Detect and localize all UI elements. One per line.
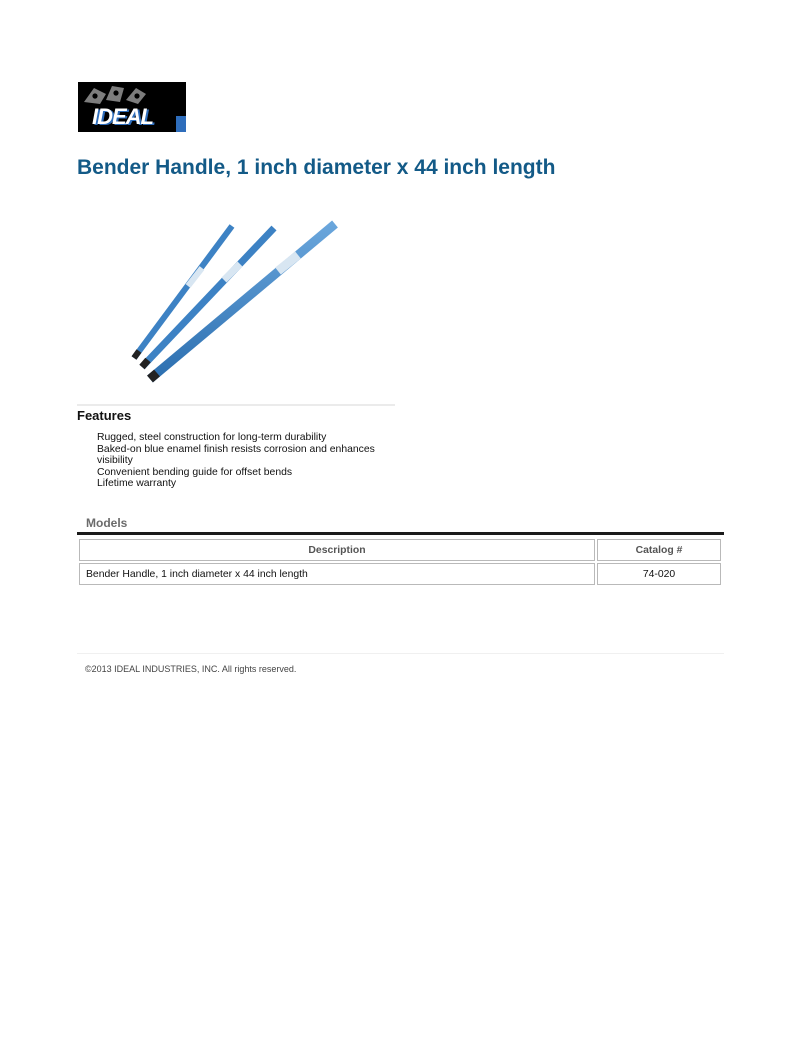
feature-item: Rugged, steel construction for long-term durability xyxy=(97,432,327,443)
blue-bender-handles-image xyxy=(120,212,350,392)
table-header-row xyxy=(79,539,721,561)
table-row xyxy=(79,563,721,585)
models-table xyxy=(77,537,723,587)
features-list xyxy=(97,432,392,490)
feature-item: Baked-on blue enamel finish resists corrosion and enhances visibility xyxy=(97,443,375,466)
copyright-notice: ©2013 IDEAL INDUSTRIES, INC. All rights reserved. xyxy=(85,664,297,674)
column-header-catalog: Catalog # xyxy=(597,539,721,561)
models-divider xyxy=(77,532,724,535)
logo-text: IDEAL xyxy=(92,104,153,129)
ideal-logo xyxy=(78,82,186,132)
features-heading: Features xyxy=(77,408,132,423)
footer-divider xyxy=(77,653,724,654)
feature-item: Lifetime warranty xyxy=(97,478,177,489)
product-title: Bender Handle, 1 inch diameter x 44 inch length xyxy=(77,156,556,179)
features-divider xyxy=(77,404,395,406)
cell-catalog-number: 74-020 xyxy=(597,563,721,585)
feature-item: Convenient bending guide for offset bends xyxy=(97,466,293,478)
column-header-description: Description xyxy=(79,539,595,561)
cell-description: Bender Handle, 1 inch diameter x 44 inch length xyxy=(79,563,595,585)
models-heading: Models xyxy=(86,516,128,530)
product-image xyxy=(120,212,350,392)
